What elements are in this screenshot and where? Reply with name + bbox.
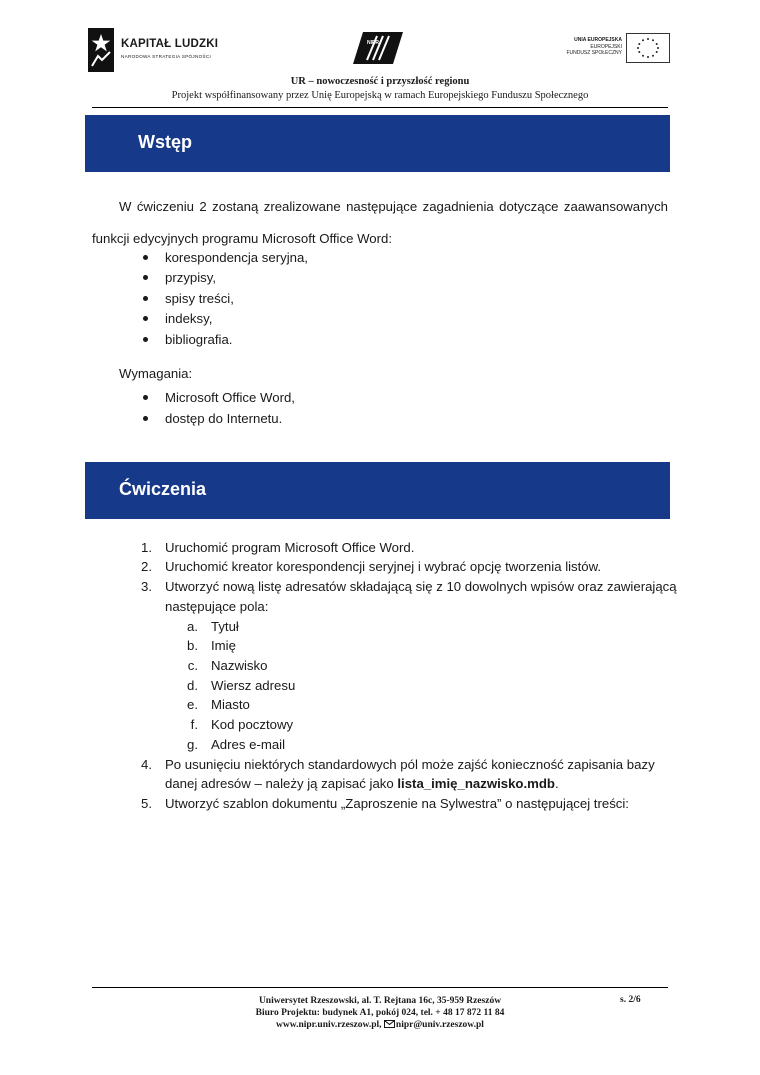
eu-flag-icon bbox=[626, 33, 670, 63]
exercise-item-continuation: następujące pola: bbox=[165, 599, 269, 614]
nipr-emblem-icon bbox=[353, 32, 403, 64]
list-number: 4. bbox=[141, 757, 152, 772]
field-item: Wiersz adresu bbox=[211, 678, 296, 693]
nipr-logo bbox=[353, 32, 403, 64]
section-heading-exercises: Ćwiczenia bbox=[119, 479, 207, 499]
footer-office: Biuro Projektu: budynek A1, pokój 024, tel. + 48 17 872 11 84 bbox=[255, 1008, 505, 1018]
page-number: s. 2/6 bbox=[620, 995, 641, 1005]
field-item: Kod pocztowy bbox=[211, 717, 294, 732]
list-number: 5. bbox=[141, 796, 152, 811]
eu-logo bbox=[556, 33, 670, 65]
exercise-item: Utworzyć nową listę adresatów składającą się z 10 dowolnych wpisów oraz zawierającą bbox=[165, 579, 677, 594]
nipr-logo-text: NIPR bbox=[367, 40, 379, 46]
list-number: 2. bbox=[141, 559, 152, 574]
kapital-ludzki-emblem-icon bbox=[88, 28, 114, 72]
envelope-icon bbox=[384, 1020, 395, 1028]
list-letter: b. bbox=[187, 638, 198, 653]
bullet-icon bbox=[142, 248, 150, 268]
list-item: korespondencja seryjna, bbox=[165, 250, 308, 265]
footer-divider bbox=[92, 987, 668, 988]
kapital-ludzki-title: KAPITAŁ LUDZKI bbox=[121, 38, 219, 50]
exercise-text: danej adresów – należy ją zapisać jako bbox=[165, 776, 398, 791]
list-item: przypisy, bbox=[165, 270, 217, 285]
list-letter: c. bbox=[187, 658, 198, 673]
header-title: UR – nowoczesność i przyszłość regionu bbox=[290, 76, 470, 87]
footer-website-link[interactable]: www.nipr.univ.rzeszow.pl, bbox=[276, 1020, 384, 1030]
list-item: dostęp do Internetu. bbox=[165, 411, 283, 426]
header-divider bbox=[92, 107, 668, 108]
field-item: Tytuł bbox=[211, 619, 239, 634]
field-item: Imię bbox=[211, 638, 236, 653]
exercise-text-end: . bbox=[554, 776, 559, 791]
footer-address: Uniwersytet Rzeszowski, al. T. Rejtana 16c, 35-959 Rzeszów bbox=[258, 996, 502, 1006]
list-letter: f. bbox=[190, 717, 198, 732]
eu-logo-line2: EUROPEJSKI bbox=[590, 43, 622, 50]
footer-email-link[interactable]: nipr@univ.rzeszow.pl bbox=[395, 1020, 484, 1030]
list-item: bibliografia. bbox=[165, 332, 233, 347]
section-banner-intro bbox=[85, 115, 670, 172]
intro-paragraph-line2: funkcji edycyjnych programu Microsoft Office Word: bbox=[92, 231, 393, 246]
list-number: 1. bbox=[141, 540, 152, 555]
bullet-icon bbox=[142, 330, 150, 350]
section-banner-exercises bbox=[85, 462, 670, 519]
database-filename: lista_imię_nazwisko.mdb bbox=[397, 776, 555, 791]
list-number: 3. bbox=[141, 579, 152, 594]
kapital-ludzki-subtitle: NARODOWA STRATEGIA SPÓJNOŚCI bbox=[121, 54, 212, 59]
list-item: spisy treści, bbox=[165, 291, 234, 306]
field-item: Miasto bbox=[211, 697, 250, 712]
eu-logo-line1: UNIA EUROPEJSKA bbox=[574, 37, 622, 43]
bullet-icon bbox=[142, 268, 150, 288]
list-item: indeksy, bbox=[165, 311, 213, 326]
footer-contact bbox=[180, 1019, 580, 1031]
list-letter: a. bbox=[187, 619, 198, 634]
intro-paragraph bbox=[92, 197, 668, 249]
intro-paragraph-line1: W ćwiczeniu 2 zostaną zrealizowane następujące zagadnienia dotyczące zaawansowanych bbox=[119, 199, 668, 214]
exercise-item-continuation bbox=[165, 774, 559, 794]
eu-logo-text bbox=[566, 37, 622, 57]
bullet-icon bbox=[142, 289, 150, 309]
section-heading-intro: Wstęp bbox=[138, 132, 192, 152]
bullet-icon bbox=[142, 409, 150, 429]
eu-logo-line3: FUNDUSZ SPOŁECZNY bbox=[566, 50, 622, 57]
field-item: Adres e-mail bbox=[211, 737, 286, 752]
field-item: Nazwisko bbox=[211, 658, 268, 673]
exercise-item: Po usunięciu niektórych standardowych pól może zajść konieczność zapisania bazy bbox=[165, 757, 655, 772]
kapital-ludzki-logo bbox=[88, 28, 223, 72]
list-item: Microsoft Office Word, bbox=[165, 390, 295, 405]
requirements-label: Wymagania: bbox=[119, 366, 193, 381]
bullet-icon bbox=[142, 388, 150, 408]
list-letter: g. bbox=[187, 737, 198, 752]
exercise-item: Utworzyć szablon dokumentu „Zaproszenie na Sylwestra” o następującej treści: bbox=[165, 796, 629, 811]
header-subtitle: Projekt współfinansowany przez Unię Europejską w ramach Europejskiego Funduszu Społecznego bbox=[171, 90, 589, 101]
list-letter: d. bbox=[187, 678, 198, 693]
list-letter: e. bbox=[187, 697, 198, 712]
bullet-icon bbox=[142, 309, 150, 329]
exercise-item: Uruchomić kreator korespondencji seryjnej i wybrać opcję tworzenia listów. bbox=[165, 559, 602, 574]
exercise-item: Uruchomić program Microsoft Office Word. bbox=[165, 540, 415, 555]
